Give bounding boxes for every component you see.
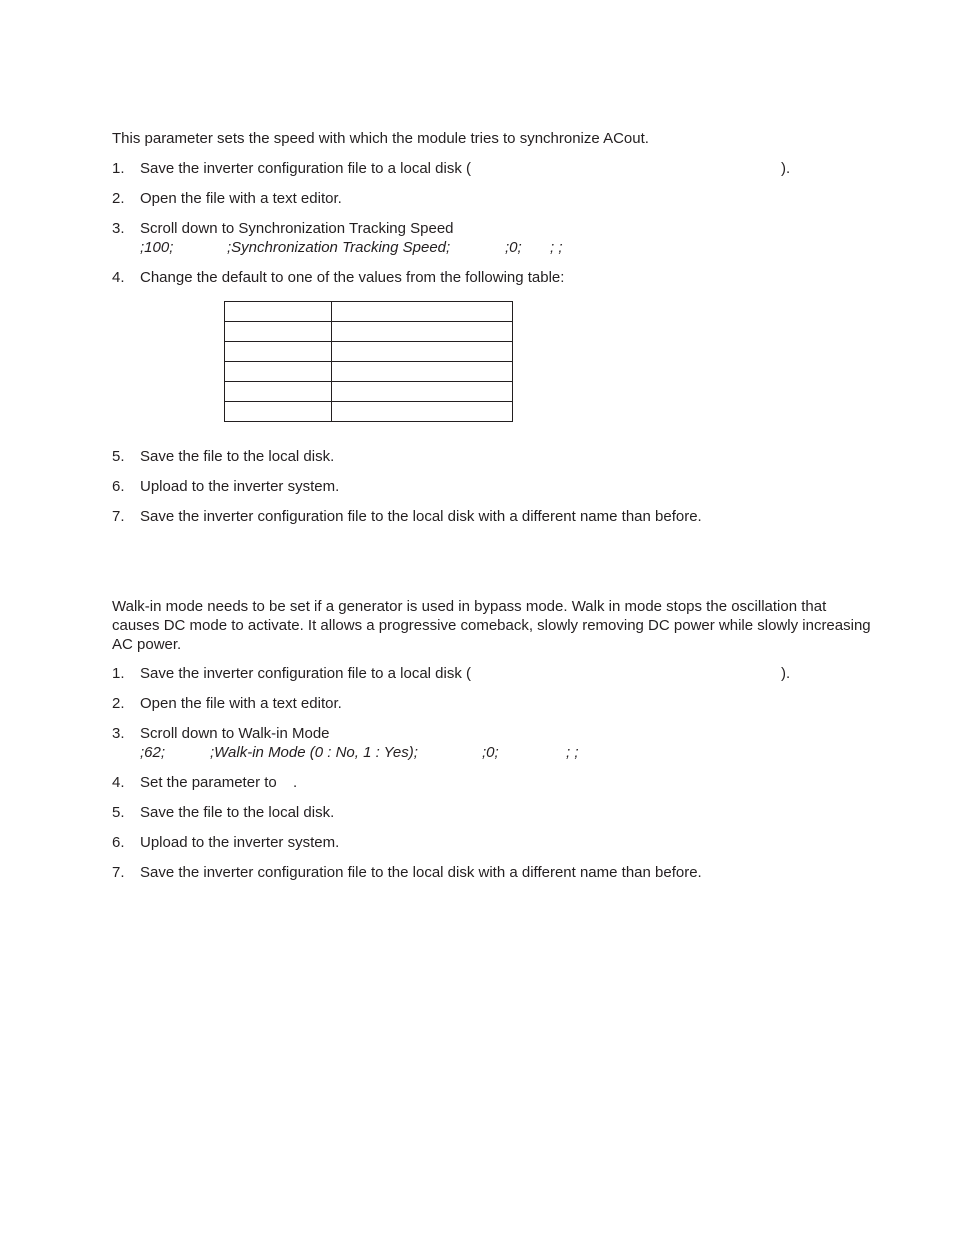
section1-intro: This parameter sets the speed with which the module tries to synchronize ACout. [112,130,649,147]
table-row [225,402,513,422]
table-cell [332,322,513,342]
step-number: 2. [112,190,125,207]
step-text: Open the file with a text editor. [140,695,342,712]
table-cell [225,302,332,322]
step-tail: . [293,774,298,791]
step-number: 2. [112,695,125,712]
config-code-fragment: ;Synchronization Tracking Speed; [227,239,451,256]
step-text: Save the inverter configuration file to the local disk with a different name than before. [140,864,702,881]
config-code-fragment: ;62; [140,744,166,761]
step-number: 3. [112,220,125,237]
config-code-fragment: ; ; [550,239,563,256]
step-text: Open the file with a text editor. [140,190,342,207]
step-number: 4. [112,774,125,791]
config-code-fragment: ;Walk-in Mode (0 : No, 1 : Yes); [210,744,418,761]
config-code-fragment: ;100; [140,239,174,256]
table-row [225,342,513,362]
step-text: Scroll down to Synchronization Tracking Speed [140,220,454,237]
step-number: 1. [112,160,125,177]
table-cell [332,402,513,422]
step-text: Save the file to the local disk. [140,804,335,821]
values-table [224,301,513,422]
table-row [225,362,513,382]
step-number: 7. [112,508,125,525]
step-number: 4. [112,269,125,286]
table-cell [225,402,332,422]
step-text: Upload to the inverter system. [140,834,340,851]
step-text: Upload to the inverter system. [140,478,340,495]
step-close-paren: ). [781,665,791,682]
table-cell [225,382,332,402]
table-cell [225,362,332,382]
table-cell [332,362,513,382]
step-text: Save the file to the local disk. [140,448,335,465]
table-row [225,302,513,322]
step-number: 5. [112,804,125,821]
step-close-paren: ). [781,160,791,177]
config-code-fragment: ;0; [482,744,499,761]
step-number: 7. [112,864,125,881]
step-number: 3. [112,725,125,742]
table-row [225,382,513,402]
table-cell [332,302,513,322]
step-number: 5. [112,448,125,465]
config-code-fragment: ;0; [505,239,522,256]
table-cell [332,342,513,362]
table-cell [225,342,332,362]
step-text: Save the inverter configuration file to a local disk ( [140,665,472,682]
step-text: Save the inverter configuration file to the local disk with a different name than before. [140,508,702,525]
step-text: Save the inverter configuration file to a local disk ( [140,160,472,177]
table-row [225,322,513,342]
step-number: 6. [112,478,125,495]
section2-intro: Walk-in mode needs to be set if a generator is used in bypass mode. Walk in mode stops the oscillation that causes DC mode to activate. It allows a progressive comeback, slowly removing DC power while slowly increasing AC power. [112,598,871,653]
step-text: Scroll down to Walk-in Mode [140,725,330,742]
step-text: Change the default to one of the values from the following table: [140,269,565,286]
config-code-fragment: ; ; [566,744,579,761]
step-number: 1. [112,665,125,682]
table-cell [332,382,513,402]
table-cell [225,322,332,342]
step-number: 6. [112,834,125,851]
step-text: Set the parameter to [140,774,277,791]
